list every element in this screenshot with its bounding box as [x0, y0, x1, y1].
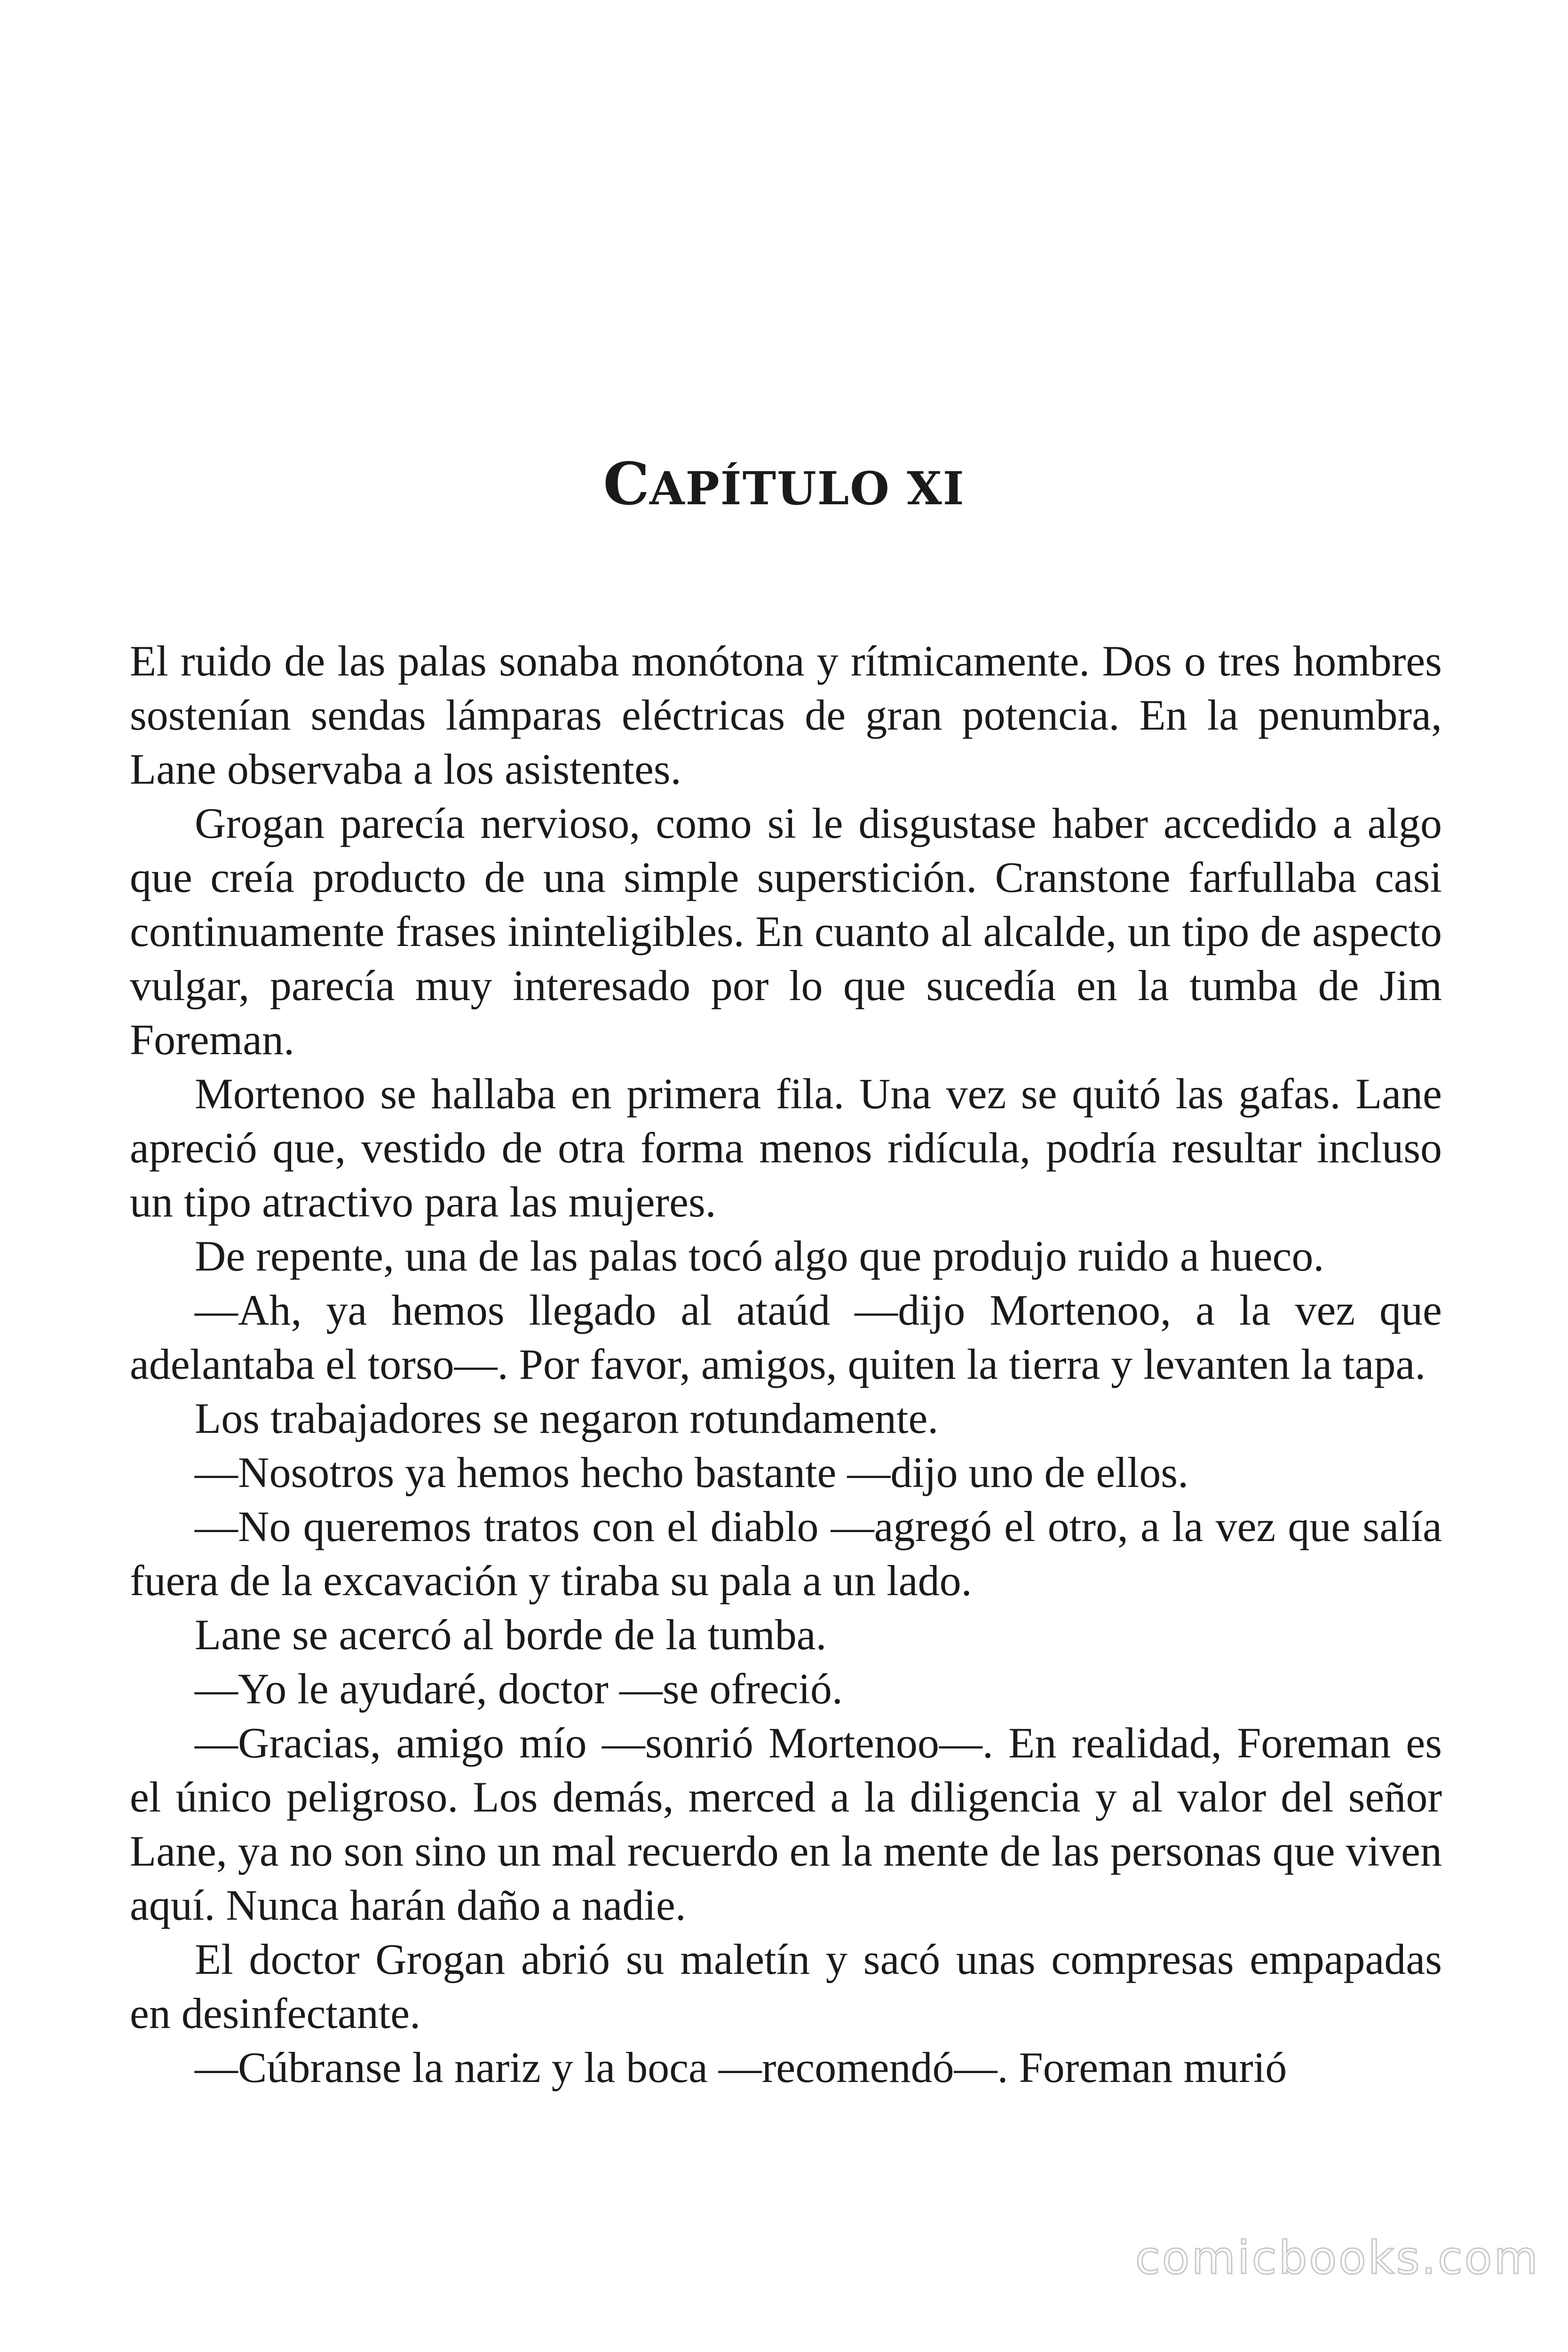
paragraph: —Yo le ayudaré, doctor —se ofreció.	[195, 1665, 843, 1713]
paragraph: Lane se acercó al borde de la tumba.	[195, 1611, 827, 1659]
paragraph: —Gracias, amigo mío —sonrió Mortenoo—. En realidad, Foreman es el único peligroso. Los demás, merced a la diligencia y al valor del señor Lane, ya no son sino un mal recuerdo en la mente de las personas que viven aquí. Nunca harán daño a nadie.	[130, 1719, 1442, 1929]
paragraph: Grogan parecía nervioso, como si le disgustase haber accedido a algo que creía producto de una simple superstición. Cranstone farfullaba casi continuamente frases ininteligibles. En cuanto al alcalde, un tipo de aspecto vulgar, parecía muy interesado por lo que sucedía en la tumba de Jim Foreman.	[130, 799, 1442, 1064]
paragraph: El ruido de las palas sonaba monótona y rítmicamente. Dos o tres hombres sostenían sendas lámparas eléctricas de gran potencia. En la penumbra, Lane observaba a los asistentes.	[130, 637, 1442, 793]
paragraph: —Nosotros ya hemos hecho bastante —dijo uno de ellos.	[195, 1448, 1189, 1496]
paragraph: De repente, una de las palas tocó algo que produjo ruido a hueco.	[195, 1232, 1324, 1280]
chapter-title-rest: APÍTULO XI	[649, 462, 965, 515]
paragraph: Mortenoo se hallaba en primera fila. Una vez se quitó las gafas. Lane apreció que, vestido de otra forma menos ridícula, podría resultar incluso un tipo atractivo para las mujeres.	[130, 1070, 1442, 1226]
paragraph: —No queremos tratos con el diablo —agregó el otro, a la vez que salía fuera de la excavación y tiraba su pala a un lado.	[130, 1502, 1442, 1605]
chapter-title-initial: C	[603, 450, 650, 518]
chapter-title	[0, 452, 1568, 522]
chapter-body	[130, 634, 1442, 2095]
watermark: comicbooks.com	[1135, 2232, 1540, 2284]
paragraph: El doctor Grogan abrió su maletín y sacó unas compresas empapadas en desinfectante.	[130, 1935, 1442, 2037]
paragraph: —Ah, ya hemos llegado al ataúd —dijo Mortenoo, a la vez que adelantaba el torso—. Por favor, amigos, quiten la tierra y levanten la tapa.	[130, 1286, 1442, 1388]
paragraph: Los trabajadores se negaron rotundamente.	[195, 1394, 939, 1442]
paragraph: —Cúbranse la nariz y la boca —recomendó—. Foreman murió	[195, 2043, 1287, 2091]
